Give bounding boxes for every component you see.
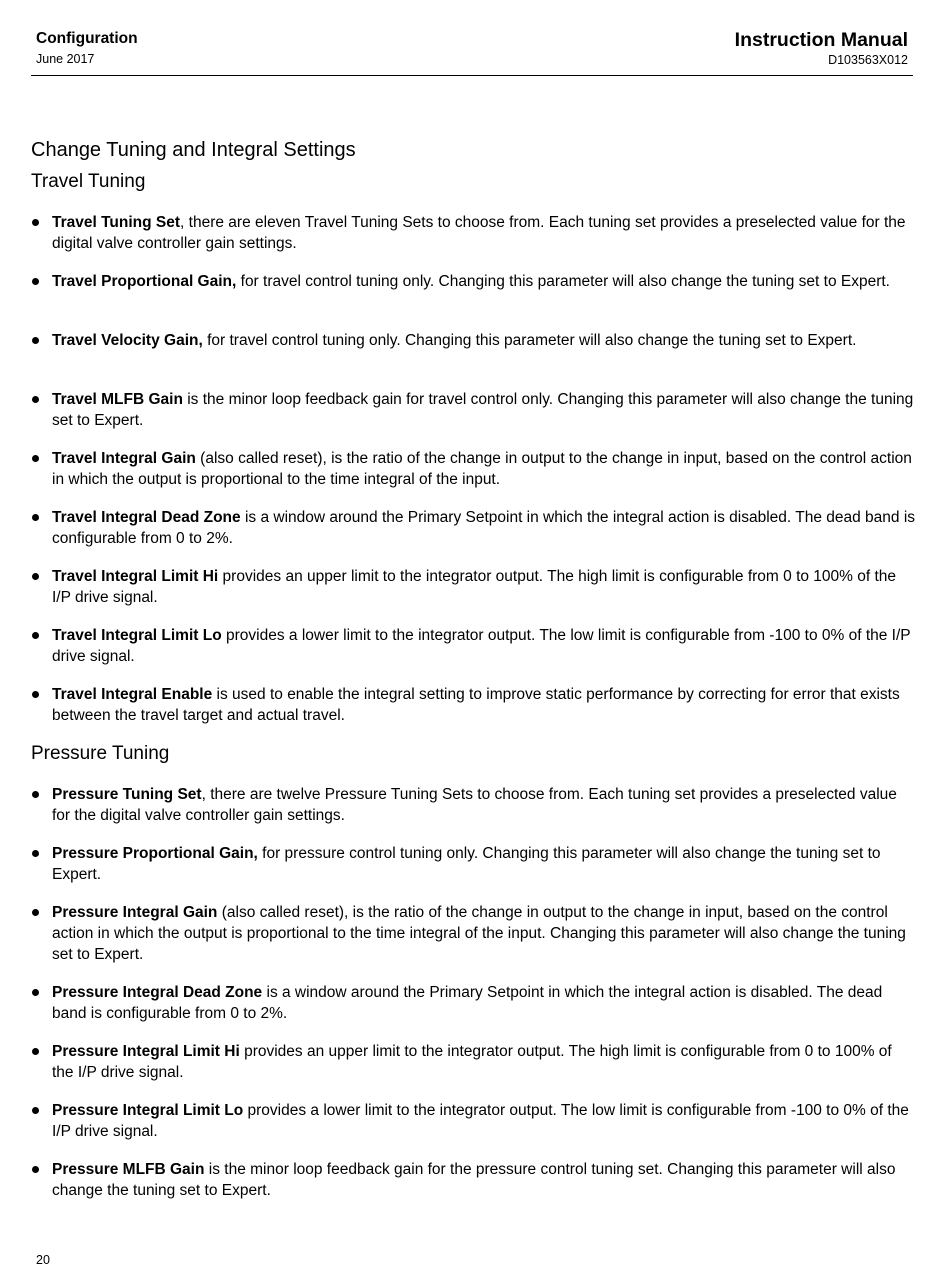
page-header (31, 28, 913, 76)
item-description: is used to enable the integral setting to improve static performance by correcting for error that exists between the travel target and actual travel. (52, 686, 900, 724)
header-date: June 2017 (36, 52, 95, 66)
travel-tuning-list (31, 212, 915, 743)
header-left (36, 28, 138, 68)
travel-tuning-heading: Travel Tuning (31, 171, 146, 192)
item-description: for pressure control tuning only. Changing this parameter will also change the tuning set to Expert. (52, 845, 881, 883)
item-term: Travel MLFB Gain (52, 391, 183, 408)
bullet-icon (32, 455, 39, 462)
item-description: (also called reset), is the ratio of the change in output to the change in input, based on the control action in which the output is proportional to the time integral of the input. Changing this parameter will also change the tuning set to Expert. (52, 904, 906, 963)
item-term: Pressure Integral Gain (52, 904, 218, 921)
item-description: is a window around the Primary Setpoint in which the integral action is disabled. The dead band is configurable from 0 to 2%. (52, 984, 883, 1022)
bullet-icon (32, 219, 39, 226)
list-item (31, 212, 915, 271)
pressure-tuning-list (31, 784, 915, 1218)
list-item (31, 684, 915, 743)
item-description: , there are twelve Pressure Tuning Sets to choose from. Each tuning set provides a preselected value for the digital valve controller gain settings. (52, 786, 897, 824)
list-item (31, 625, 915, 684)
list-item (31, 1100, 915, 1159)
bullet-icon (32, 632, 39, 639)
item-description: is the minor loop feedback gain for travel control only. Changing this parameter will also change the tuning set to Expert. (52, 391, 914, 429)
bullet-icon (32, 514, 39, 521)
item-description: provides a lower limit to the integrator output. The low limit is configurable from -100 to 0% of the I/P drive signal. (52, 627, 911, 665)
list-item (31, 982, 915, 1041)
list-item (31, 389, 915, 448)
list-item (31, 566, 915, 625)
item-description: provides an upper limit to the integrator output. The high limit is configurable from 0 to 100% of the I/P drive signal. (52, 1043, 892, 1081)
item-description: for travel control tuning only. Changing this parameter will also change the tuning set to Expert. (236, 273, 890, 290)
item-term: Pressure Integral Limit Hi (52, 1043, 240, 1060)
list-item (31, 1041, 915, 1100)
list-item (31, 271, 915, 330)
item-term: Travel Proportional Gain, (52, 273, 237, 290)
bullet-icon (32, 1048, 39, 1055)
item-term: Pressure Integral Dead Zone (52, 984, 263, 1001)
list-item (31, 330, 915, 389)
bullet-icon (32, 396, 39, 403)
list-item (31, 507, 915, 566)
item-description: is the minor loop feedback gain for the pressure control tuning set. Changing this parameter will also change the tuning set to Expert. (52, 1161, 896, 1199)
item-description: , there are eleven Travel Tuning Sets to choose from. Each tuning set provides a preselected value for the digital valve controller gain settings. (52, 214, 906, 252)
list-item (31, 843, 915, 902)
bullet-icon (32, 1107, 39, 1114)
bullet-icon (32, 909, 39, 916)
header-doc-number: D103563X012 (828, 53, 908, 67)
list-item (31, 784, 915, 843)
item-term: Pressure Integral Limit Lo (52, 1102, 244, 1119)
item-description: provides an upper limit to the integrator output. The high limit is configurable from 0 to 100% of the I/P drive signal. (52, 568, 897, 606)
item-term: Travel Integral Dead Zone (52, 509, 241, 526)
item-term: Travel Velocity Gain, (52, 332, 203, 349)
page-number: 20 (36, 1253, 50, 1267)
bullet-icon (32, 337, 39, 344)
item-term: Pressure Proportional Gain, (52, 845, 258, 862)
item-term: Travel Tuning Set (52, 214, 181, 231)
bullet-icon (32, 791, 39, 798)
bullet-icon (32, 573, 39, 580)
item-description: (also called reset), is the ratio of the change in output to the change in input, based on the control action in which the output is proportional to the time integral of the input. (52, 450, 912, 488)
pressure-tuning-heading: Pressure Tuning (31, 743, 170, 764)
header-manual-title: Instruction Manual (734, 29, 908, 51)
list-item (31, 902, 915, 982)
page-title: Change Tuning and Integral Settings (31, 139, 356, 161)
item-term: Pressure Tuning Set (52, 786, 202, 803)
list-item (31, 1159, 915, 1218)
bullet-icon (32, 1166, 39, 1173)
item-term: Pressure MLFB Gain (52, 1161, 205, 1178)
bullet-icon (32, 691, 39, 698)
item-term: Travel Integral Limit Lo (52, 627, 222, 644)
item-term: Travel Integral Gain (52, 450, 196, 467)
bullet-icon (32, 989, 39, 996)
item-term: Travel Integral Enable (52, 686, 213, 703)
item-description: provides a lower limit to the integrator output. The low limit is configurable from -100 to 0% of the I/P drive signal. (52, 1102, 909, 1140)
list-item (31, 448, 915, 507)
header-right (735, 28, 908, 68)
bullet-icon (32, 850, 39, 857)
bullet-icon (32, 278, 39, 285)
item-description: is a window around the Primary Setpoint in which the integral action is disabled. The dead band is configurable from 0 to 2%. (52, 509, 916, 547)
header-section-name: Configuration (36, 30, 138, 47)
item-description: for travel control tuning only. Changing this parameter will also change the tuning set to Expert. (202, 332, 857, 349)
item-term: Travel Integral Limit Hi (52, 568, 219, 585)
